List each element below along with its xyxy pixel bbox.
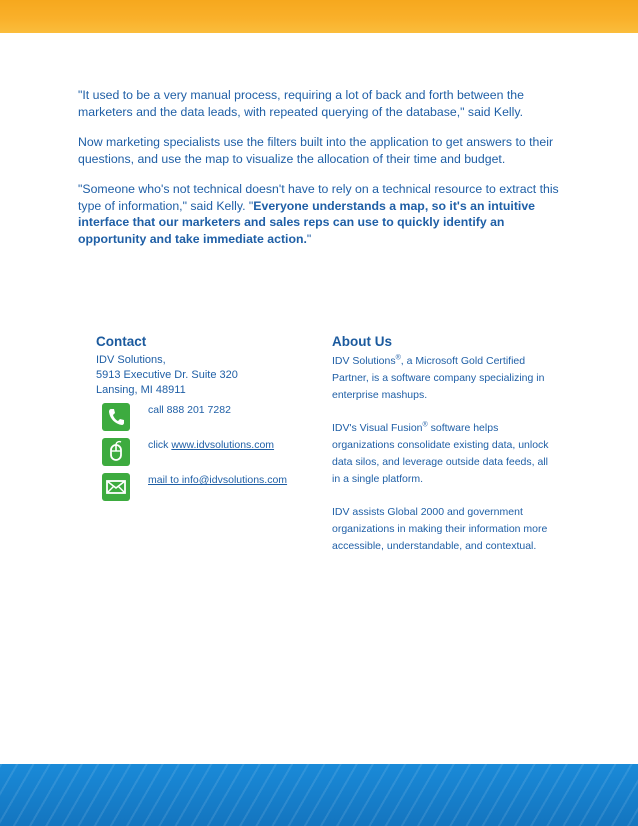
quote-paragraph-1: "It used to be a very manual process, requiring a lot of back and forth between the marketers and the data leads, with repeated querying of the database," said Kelly.: [78, 88, 524, 119]
about-paragraph-2: [332, 420, 552, 488]
quote-p3-start: "Someone who's not technical doesn't have to rely on a technical resource to extract this type of information," said Kelly. ": [78, 182, 559, 213]
contact-city: Lansing, MI 48911: [96, 384, 186, 396]
quote-paragraph-2: Now marketing specialists use the filters built into the application to get answers to their questions, and use the map to visualize the allocation of their time and budget.: [78, 135, 554, 166]
bottom-blue-band: [0, 764, 638, 826]
about-p1-rest: , a Microsoft Gold Certified Partner, is a software company specializing in enterprise mashups.: [332, 355, 545, 401]
testimonial-text: [78, 87, 568, 261]
email-link[interactable]: mail to info@idvsolutions.com: [148, 474, 288, 486]
about-paragraph-1: [332, 353, 552, 404]
about-p2-rest: software helps organizations consolidate existing data, unlock data silos, and leverage outside data feeds, all in a single platform.: [332, 422, 549, 485]
contact-section: [96, 334, 316, 486]
contact-email-row: [102, 473, 342, 501]
web-prefix: click: [148, 439, 172, 451]
website-link[interactable]: www.idvsolutions.com: [171, 439, 275, 451]
contact-street: 5913 Executive Dr. Suite 320: [96, 369, 238, 381]
quote-p3-end: ": [306, 231, 312, 246]
about-section: [332, 334, 552, 571]
registered-mark: ®: [395, 354, 401, 362]
web-label: [148, 439, 274, 451]
about-p2-start: IDV's Visual Fusion: [332, 422, 423, 434]
email-label: [148, 474, 287, 486]
contact-web-row: [102, 438, 342, 466]
registered-mark: ®: [422, 421, 428, 429]
top-orange-band: [0, 0, 638, 33]
quote-p3-bold: Everyone understands a map, so it's an intuitive interface that our marketers and sales reps can use to quickly identify an opportunity and take immediate action.: [78, 198, 536, 246]
about-body: [332, 353, 552, 555]
about-p1-start: IDV Solutions: [332, 355, 396, 367]
contact-phone-row: [102, 403, 342, 431]
about-paragraph-3: IDV assists Global 2000 and government organizations in making their information more accessible, understandable, and contextual.: [332, 506, 548, 552]
phone-label: call 888 201 7282: [148, 404, 231, 416]
about-heading: About Us: [332, 334, 392, 349]
quote-paragraph-3: [78, 181, 568, 247]
phone-icon: [102, 403, 130, 431]
mouse-icon: [102, 438, 130, 466]
contact-heading: Contact: [96, 334, 147, 349]
envelope-icon: [102, 473, 130, 501]
contact-company: IDV Solutions,: [96, 354, 166, 366]
